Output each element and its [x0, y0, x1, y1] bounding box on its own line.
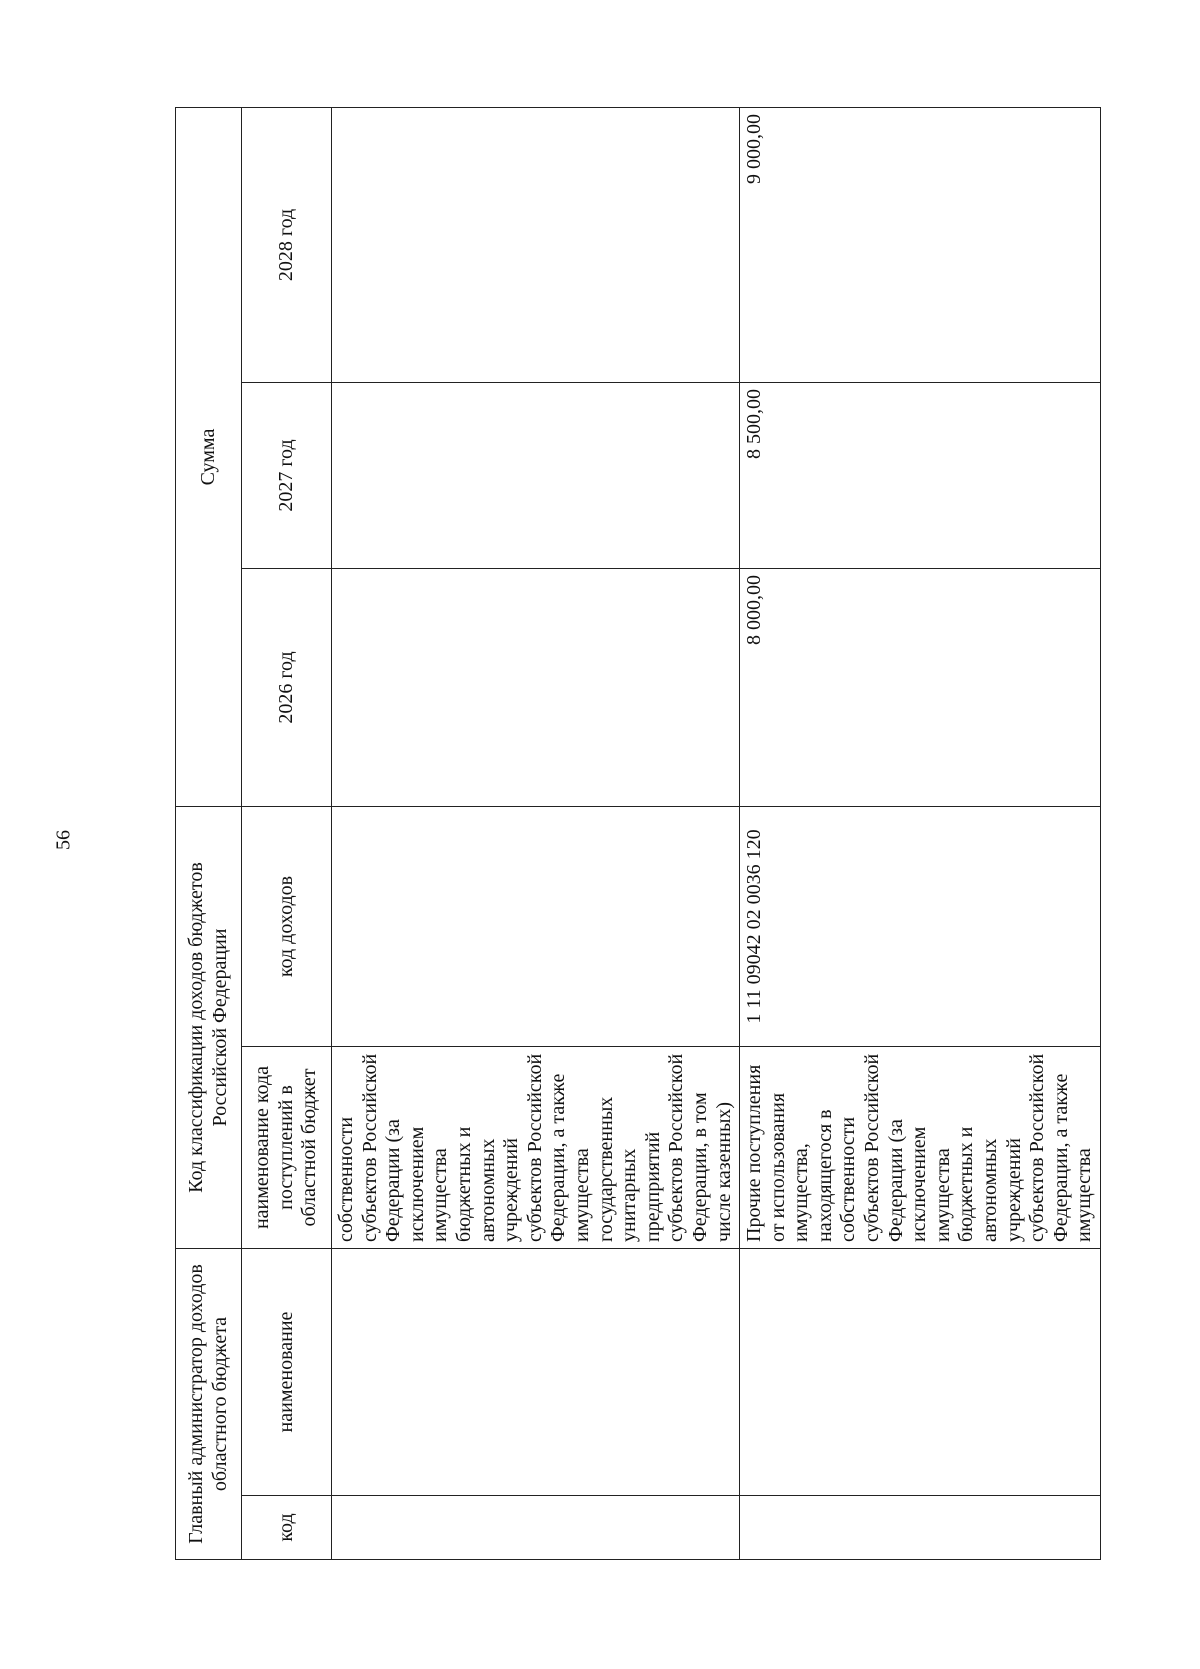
header-sum-group: Сумма	[176, 107, 242, 806]
header-admin-group: Главный администратор доходов областного бюджета	[176, 1249, 242, 1560]
header-year-2027: 2027 год	[242, 383, 332, 569]
sum-2026-cell: 8 000,00	[740, 569, 1101, 807]
income-code-cell	[332, 807, 740, 1047]
page-number: 56	[52, 830, 75, 850]
sum-2028-cell	[332, 107, 740, 382]
income-code-cell: 1 11 09042 02 0036 120	[740, 807, 1101, 1047]
header-row-groups	[176, 107, 242, 1559]
header-admin-code: код	[242, 1496, 332, 1560]
table-row	[740, 107, 1101, 1559]
receipt-name-cell: собственности субъектов Российской Федерации (за исключением имущества бюджетных и автономных учреждений субъектов Российской Федерации, а также имущества государственных унитарных предприятий субъектов Российской Федерации, в том числе казенных)	[332, 1047, 740, 1249]
header-admin-name: наименование	[242, 1249, 332, 1496]
header-income-code: код доходов	[242, 807, 332, 1047]
header-year-2026: 2026 год	[242, 569, 332, 807]
header-year-2028: 2028 год	[242, 107, 332, 382]
rotated-table-container	[175, 108, 1105, 1560]
sum-2028-cell: 9 000,00	[740, 107, 1101, 382]
admin-code-cell	[740, 1496, 1101, 1560]
header-row-columns	[242, 107, 332, 1559]
sum-2027-cell: 8 500,00	[740, 383, 1101, 569]
admin-name-cell	[740, 1249, 1101, 1496]
header-classification-group: Код классификации доходов бюджетов Российской Федерации	[176, 807, 242, 1249]
header-receipt-name: наименование кода поступлений в областной бюджет	[242, 1047, 332, 1249]
admin-name-cell	[332, 1249, 740, 1496]
budget-table	[175, 107, 1101, 1560]
table-row	[332, 107, 740, 1559]
receipt-name-cell: Прочие поступления от использования имущества, находящегося в собственности субъектов Российской Федерации (за исключением имущества бюджетных и автономных учреждений субъектов Российской Федерации, а также имущества	[740, 1047, 1101, 1249]
sum-2027-cell	[332, 383, 740, 569]
sum-2026-cell	[332, 569, 740, 807]
admin-code-cell	[332, 1496, 740, 1560]
